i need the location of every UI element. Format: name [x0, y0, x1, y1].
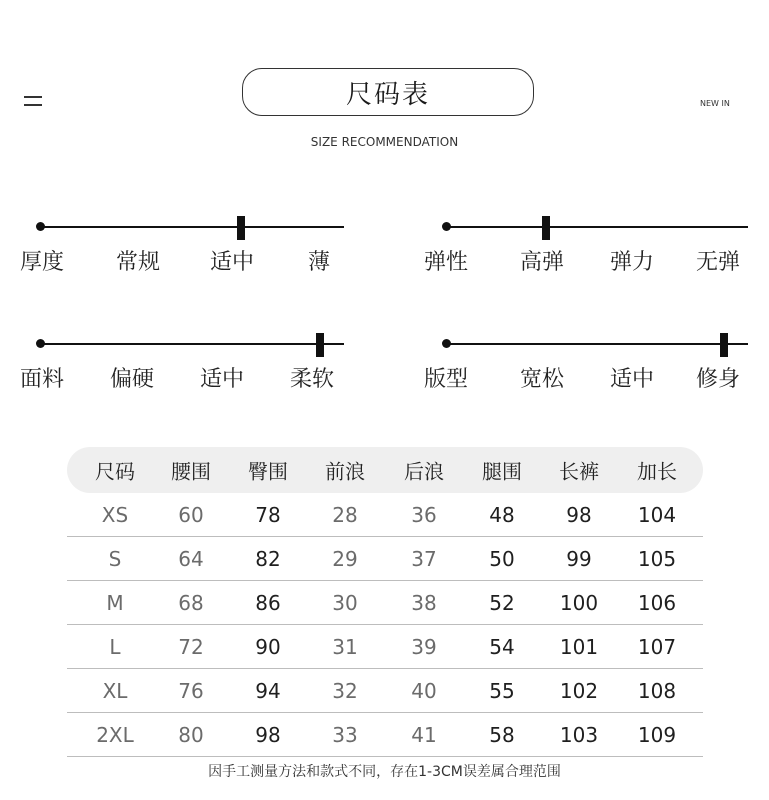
measurement-note: 因手工测量方法和款式不同，存在1-3CM误差属合理范围 — [208, 764, 561, 780]
scale-option: 适中 — [210, 250, 255, 275]
table-cell: 72 — [178, 634, 204, 659]
table-cell: 108 — [637, 678, 677, 703]
table-row — [67, 625, 703, 669]
scale-label: 面料 — [20, 367, 65, 392]
header-cell: 腿围 — [482, 459, 522, 484]
table-cell: 2XL — [96, 722, 134, 747]
table-cell: 90 — [255, 634, 281, 659]
scale-option: 偏硬 — [110, 367, 155, 392]
scale-marker — [542, 216, 550, 240]
table-cell: 36 — [411, 502, 437, 527]
scale-label: 厚度 — [20, 250, 65, 275]
table-cell: 107 — [637, 634, 677, 659]
scale-option: 弹力 — [610, 250, 655, 275]
scale-track — [40, 343, 344, 345]
scale-marker — [237, 216, 245, 240]
table-cell: 78 — [255, 502, 281, 527]
scale-option: 宽松 — [520, 367, 565, 392]
table-cell: S — [108, 546, 122, 571]
scale-option: 无弹 — [696, 250, 741, 275]
menu-icon[interactable] — [24, 96, 42, 106]
table-cell: M — [106, 590, 124, 615]
table-cell: 104 — [637, 502, 677, 527]
scale-start-dot — [442, 222, 451, 231]
table-cell: 32 — [332, 678, 358, 703]
table-cell: 55 — [489, 678, 515, 703]
table-row — [67, 581, 703, 625]
table-cell: 100 — [559, 590, 599, 615]
scale-track — [40, 226, 344, 228]
table-row — [67, 493, 703, 537]
scale-option: 高弹 — [520, 250, 565, 275]
table-cell: 80 — [178, 722, 204, 747]
scale-option: 适中 — [200, 367, 245, 392]
table-cell: 109 — [637, 722, 677, 747]
scale-label: 弹性 — [424, 250, 469, 275]
table-row — [67, 669, 703, 713]
table-cell: 60 — [178, 502, 204, 527]
header-cell: 臀围 — [248, 459, 288, 484]
size-table-header — [67, 447, 703, 493]
header-cell: 后浪 — [404, 459, 444, 484]
scale-start-dot — [36, 339, 45, 348]
page-title: 尺码表 — [242, 68, 534, 116]
scale-marker — [720, 333, 728, 357]
table-cell: 98 — [566, 502, 592, 527]
table-cell: 86 — [255, 590, 281, 615]
scale-option: 薄 — [308, 250, 331, 275]
header-cell: 前浪 — [325, 459, 365, 484]
table-row — [67, 537, 703, 581]
table-cell: 82 — [255, 546, 281, 571]
table-cell: 99 — [566, 546, 592, 571]
table-cell: 39 — [411, 634, 437, 659]
scale-option: 常规 — [116, 250, 161, 275]
table-cell: 94 — [255, 678, 281, 703]
scale-track — [446, 226, 748, 228]
scale-option: 适中 — [610, 367, 655, 392]
table-cell: 48 — [489, 502, 515, 527]
table-cell: 41 — [411, 722, 437, 747]
table-cell: 50 — [489, 546, 515, 571]
table-cell: 33 — [332, 722, 358, 747]
header-cell: 腰围 — [171, 459, 211, 484]
table-cell: 101 — [559, 634, 599, 659]
table-cell: 106 — [637, 590, 677, 615]
header-cell: 尺码 — [95, 459, 135, 484]
table-cell: 68 — [178, 590, 204, 615]
scale-option: 修身 — [696, 367, 741, 392]
scale-start-dot — [442, 339, 451, 348]
table-cell: 64 — [178, 546, 204, 571]
table-cell: XS — [101, 502, 129, 527]
scale-option: 柔软 — [290, 367, 335, 392]
table-cell: 29 — [332, 546, 358, 571]
table-cell: 37 — [411, 546, 437, 571]
scale-marker — [316, 333, 324, 357]
header-cell: 加长 — [637, 459, 677, 484]
size-table — [67, 447, 703, 757]
table-cell: 31 — [332, 634, 358, 659]
table-cell: 102 — [559, 678, 599, 703]
table-cell: 40 — [411, 678, 437, 703]
table-cell: 54 — [489, 634, 515, 659]
table-cell: 38 — [411, 590, 437, 615]
scale-label: 版型 — [424, 367, 469, 392]
header-cell: 长裤 — [559, 459, 599, 484]
table-row — [67, 713, 703, 757]
table-cell: L — [109, 634, 121, 659]
table-cell: 76 — [178, 678, 204, 703]
table-cell: 103 — [559, 722, 599, 747]
new-in-label: NEW IN — [700, 99, 730, 108]
table-cell: 28 — [332, 502, 358, 527]
size-table-body — [67, 493, 703, 757]
table-cell: XL — [102, 678, 128, 703]
table-cell: 105 — [637, 546, 677, 571]
table-cell: 52 — [489, 590, 515, 615]
table-cell: 98 — [255, 722, 281, 747]
table-cell: 58 — [489, 722, 515, 747]
scale-track — [446, 343, 748, 345]
page-subtitle: SIZE RECOMMENDATION — [310, 135, 459, 149]
table-cell: 30 — [332, 590, 358, 615]
scale-start-dot — [36, 222, 45, 231]
